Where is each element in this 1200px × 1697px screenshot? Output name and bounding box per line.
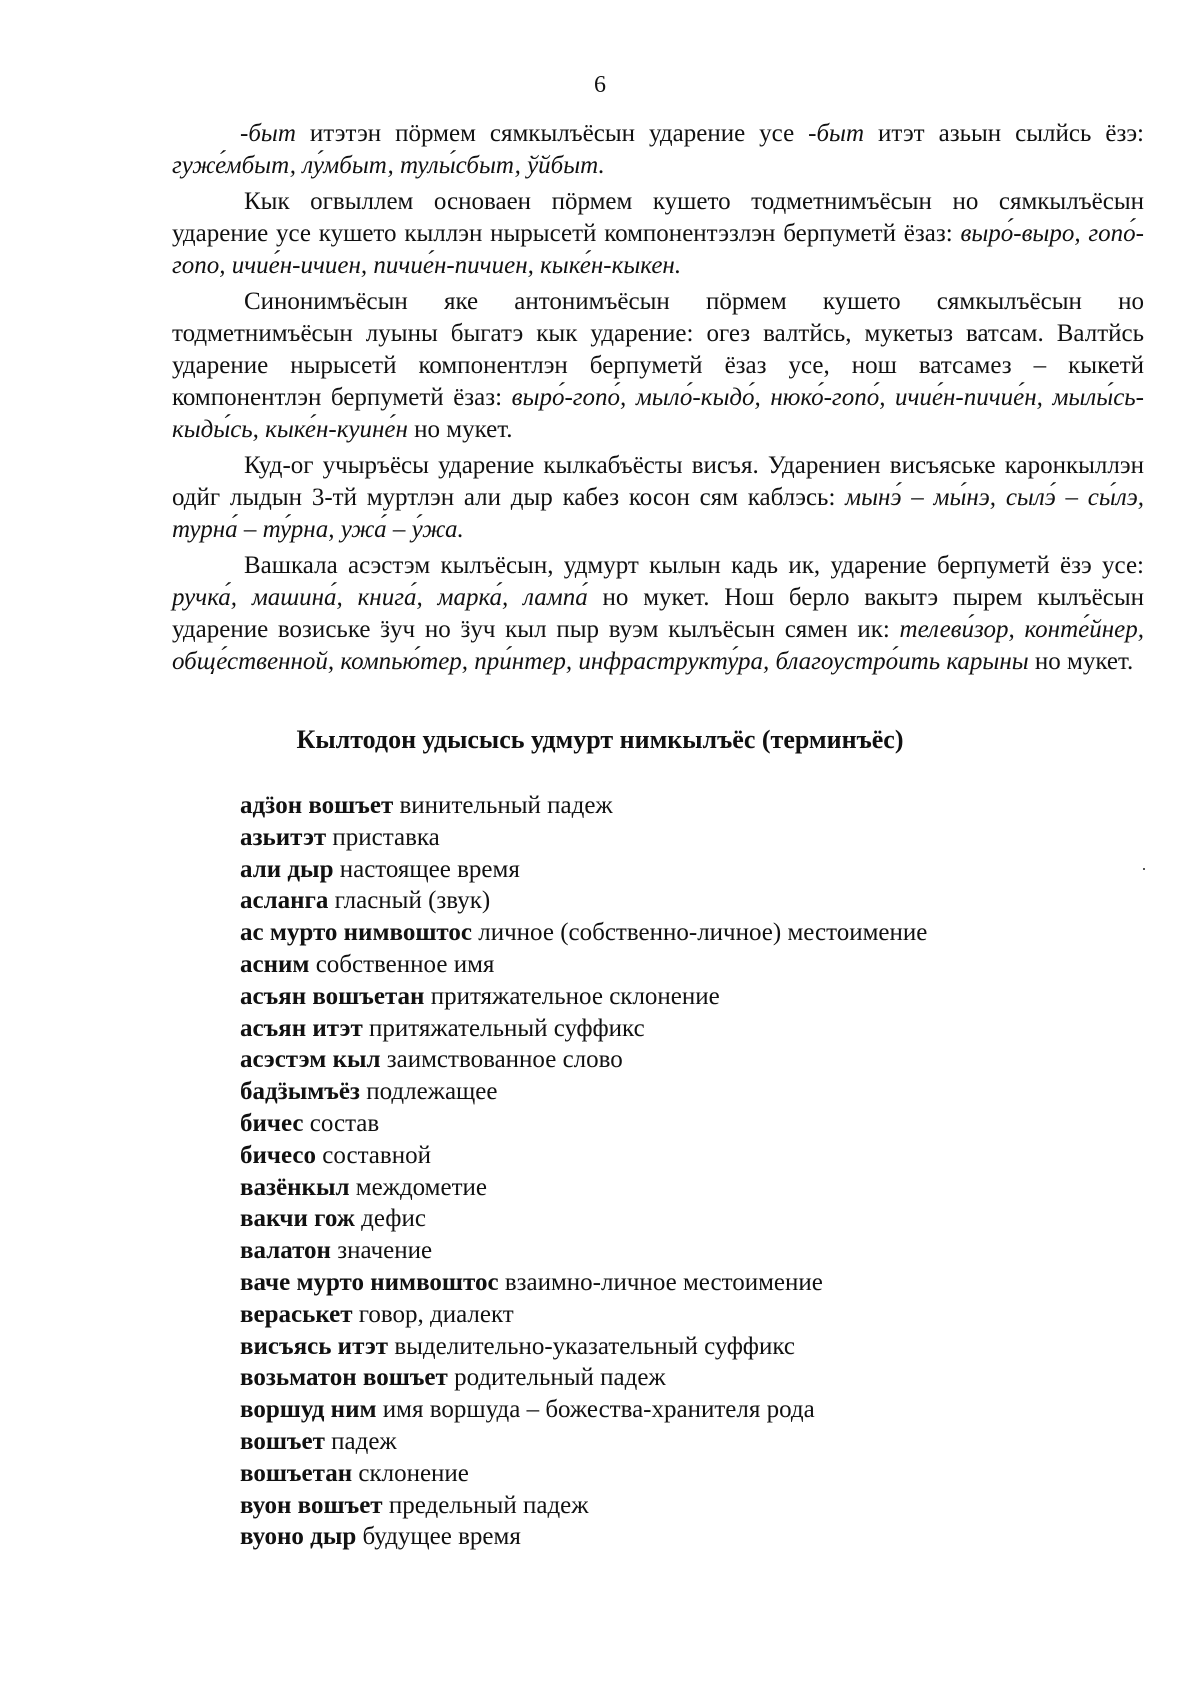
term-word: вакчи гож	[240, 1205, 355, 1233]
term-definition: личное (собственно-личное) местоимение	[478, 919, 928, 947]
term-row	[240, 1235, 1140, 1267]
term-word: адӟон вошъет	[240, 792, 394, 819]
term-definition: выделительно-указательный суффикс	[394, 1332, 795, 1360]
scan-speck	[1143, 868, 1145, 870]
term-word: бичес	[240, 1109, 304, 1137]
term-word: воршуд ним	[240, 1396, 377, 1424]
term-row	[240, 854, 1140, 886]
term-row	[240, 790, 1140, 822]
term-definition: заимствованное слово	[386, 1046, 623, 1074]
text-run: Куд-ог учыръёсы ударение кылкабъёсты висъя. Ударениен висъяське каронкыллэн одйг лыдын 3-тй муртлэн али дыр кабез косон сям каблэсь:	[172, 452, 1144, 511]
term-definition: предельный падеж	[388, 1491, 589, 1519]
term-word: ас мурто нимвоштос	[240, 919, 472, 947]
paragraph	[172, 550, 1144, 678]
term-row	[240, 1458, 1140, 1490]
term-row	[240, 1044, 1140, 1076]
paragraph	[172, 186, 1144, 282]
italic-example: гуже́мбыт, лу́мбыт, тулы́сбыт, ўйбыт.	[172, 152, 605, 179]
text-run: итэтэн пöрмем сямкылъёсын ударение усе	[295, 120, 809, 147]
term-word: асланга	[240, 887, 329, 915]
term-word: асним	[240, 950, 310, 978]
paragraph	[172, 286, 1144, 446]
term-row	[240, 949, 1140, 981]
term-word: али дыр	[240, 855, 334, 883]
term-word: ваче мурто нимвоштос	[240, 1268, 499, 1296]
term-row	[240, 1331, 1140, 1363]
term-row	[240, 917, 1140, 949]
body-text	[172, 118, 1144, 682]
text-run: Вашкала асэстэм кылъёсын, удмурт кылын кадь ик, ударение берпуметй ёзэ усе:	[244, 552, 1144, 579]
term-word: вуоно дыр	[240, 1523, 357, 1551]
term-definition: притяжательное склонение	[430, 982, 720, 1010]
italic-example: выро́-выро, гопо́-гопо, ичие́н-ичиен, пичие́н-пичиен, кыке́н-кыкен.	[172, 220, 1144, 279]
term-word: асъян итэт	[240, 1014, 363, 1042]
text-run: но мукет.	[1028, 648, 1134, 675]
term-row	[240, 1362, 1140, 1394]
term-definition: подлежащее	[366, 1078, 498, 1106]
text-run: Кык огвыллем основаен пöрмем кушето тодметнимъёсын но сямкылъёсын ударение усе кушето кыллэн нырысетй компонентэзлэн берпуметй ёзаз:	[172, 188, 1144, 247]
term-row	[240, 1140, 1140, 1172]
term-row	[240, 1394, 1140, 1426]
term-row	[240, 885, 1140, 917]
term-definition: значение	[337, 1237, 433, 1265]
term-definition: падеж	[331, 1427, 397, 1455]
text-run: Синонимъёсын яке антонимъёсын пöрмем кушето сямкылъёсын но тодметнимъёсын луыны быгатэ кык ударение: огез валтйсь, мукетыз ватсам. Валтйсь ударение нырысетй компонентлэн берпуметй ёзаз усе, нош ватсамез – кыкетй компонентлэн берпуметй ёзаз:	[172, 288, 1144, 411]
term-definition: дефис	[361, 1205, 426, 1233]
term-row	[240, 1076, 1140, 1108]
italic-example: выро́-гопо́, мыло́-кыдо́, нюко́-гопо́, ичие́н-пичие́н, мылы́сь-кыды́сь, кыке́н-куине́н	[172, 384, 1144, 443]
italic-example: -быт	[808, 120, 865, 147]
term-word: валатон	[240, 1237, 331, 1265]
term-word: вазёнкыл	[240, 1173, 350, 1201]
italic-example: ручка́, машина́, книга́, марка́, лампа́	[172, 584, 588, 611]
term-row	[240, 1203, 1140, 1235]
term-definition: состав	[309, 1109, 380, 1137]
term-definition: винительный падеж	[399, 792, 613, 819]
term-definition: гласный (звук)	[334, 887, 491, 915]
term-word: азьитэт	[240, 823, 327, 851]
term-definition: настоящее время	[339, 855, 520, 883]
term-row	[240, 1426, 1140, 1458]
italic-example: телеви́зор, конте́йнер, обще́ственной, компью́тер, при́нтер, инфраструкту́ра, благоустро́ить карыны	[172, 616, 1144, 675]
term-word: вошъет	[240, 1427, 325, 1455]
term-definition: составной	[322, 1141, 431, 1169]
term-row	[240, 1267, 1140, 1299]
term-definition: будущее время	[362, 1523, 521, 1551]
term-word: асэстэм кыл	[240, 1046, 381, 1074]
term-word: бичесо	[240, 1141, 317, 1169]
term-row	[240, 1490, 1140, 1522]
term-word: возьматон вошъет	[240, 1364, 448, 1392]
term-word: висъясь итэт	[240, 1332, 389, 1360]
term-row	[240, 1299, 1140, 1331]
text-run: итэт азьын сылйсь ёзэ:	[864, 120, 1144, 147]
text-run: но мукет.	[407, 416, 513, 443]
section-heading: Кылтодон удысысь удмурт нимкылъёс (терминъёс)	[296, 725, 904, 754]
term-word: бадӟымъёз	[240, 1078, 360, 1106]
term-definition: междометие	[355, 1173, 487, 1201]
term-word: вуон вошъет	[240, 1491, 383, 1519]
term-row	[240, 1013, 1140, 1045]
term-definition: собственное имя	[315, 950, 495, 978]
term-row	[240, 981, 1140, 1013]
term-row	[240, 1172, 1140, 1204]
term-word: асъян вошъетан	[240, 982, 425, 1010]
term-row	[240, 1521, 1140, 1553]
term-row	[240, 822, 1140, 854]
paragraph	[172, 450, 1144, 546]
term-word: вошъетан	[240, 1459, 353, 1487]
term-definition: склонение	[358, 1459, 469, 1487]
term-row	[240, 1108, 1140, 1140]
term-definition: приставка	[332, 823, 440, 851]
paragraph	[172, 118, 1144, 182]
term-definition: имя воршуда – божества-хранителя рода	[382, 1396, 815, 1424]
terms-list	[240, 790, 1140, 1553]
term-definition: взаимно-личное местоимение	[504, 1268, 823, 1296]
term-definition: родительный падеж	[454, 1364, 666, 1392]
term-word: вераськет	[240, 1300, 353, 1328]
term-definition: говор, диалект	[358, 1300, 514, 1328]
italic-example: мынэ́ – мы́нэ, сылэ́ – сы́лэ, турна́ – ту́рна, ужа́ – у́жа.	[172, 484, 1144, 543]
term-definition: притяжательный суффикс	[369, 1014, 645, 1042]
page-number: 6	[594, 72, 606, 98]
text-run: но мукет. Нош берло вакытэ пырем кылъёсын ударение возиське ӟуч но ӟуч кыл пыр вуэм кылъёсын сямен ик:	[172, 584, 1145, 643]
italic-example: -быт	[240, 120, 296, 147]
